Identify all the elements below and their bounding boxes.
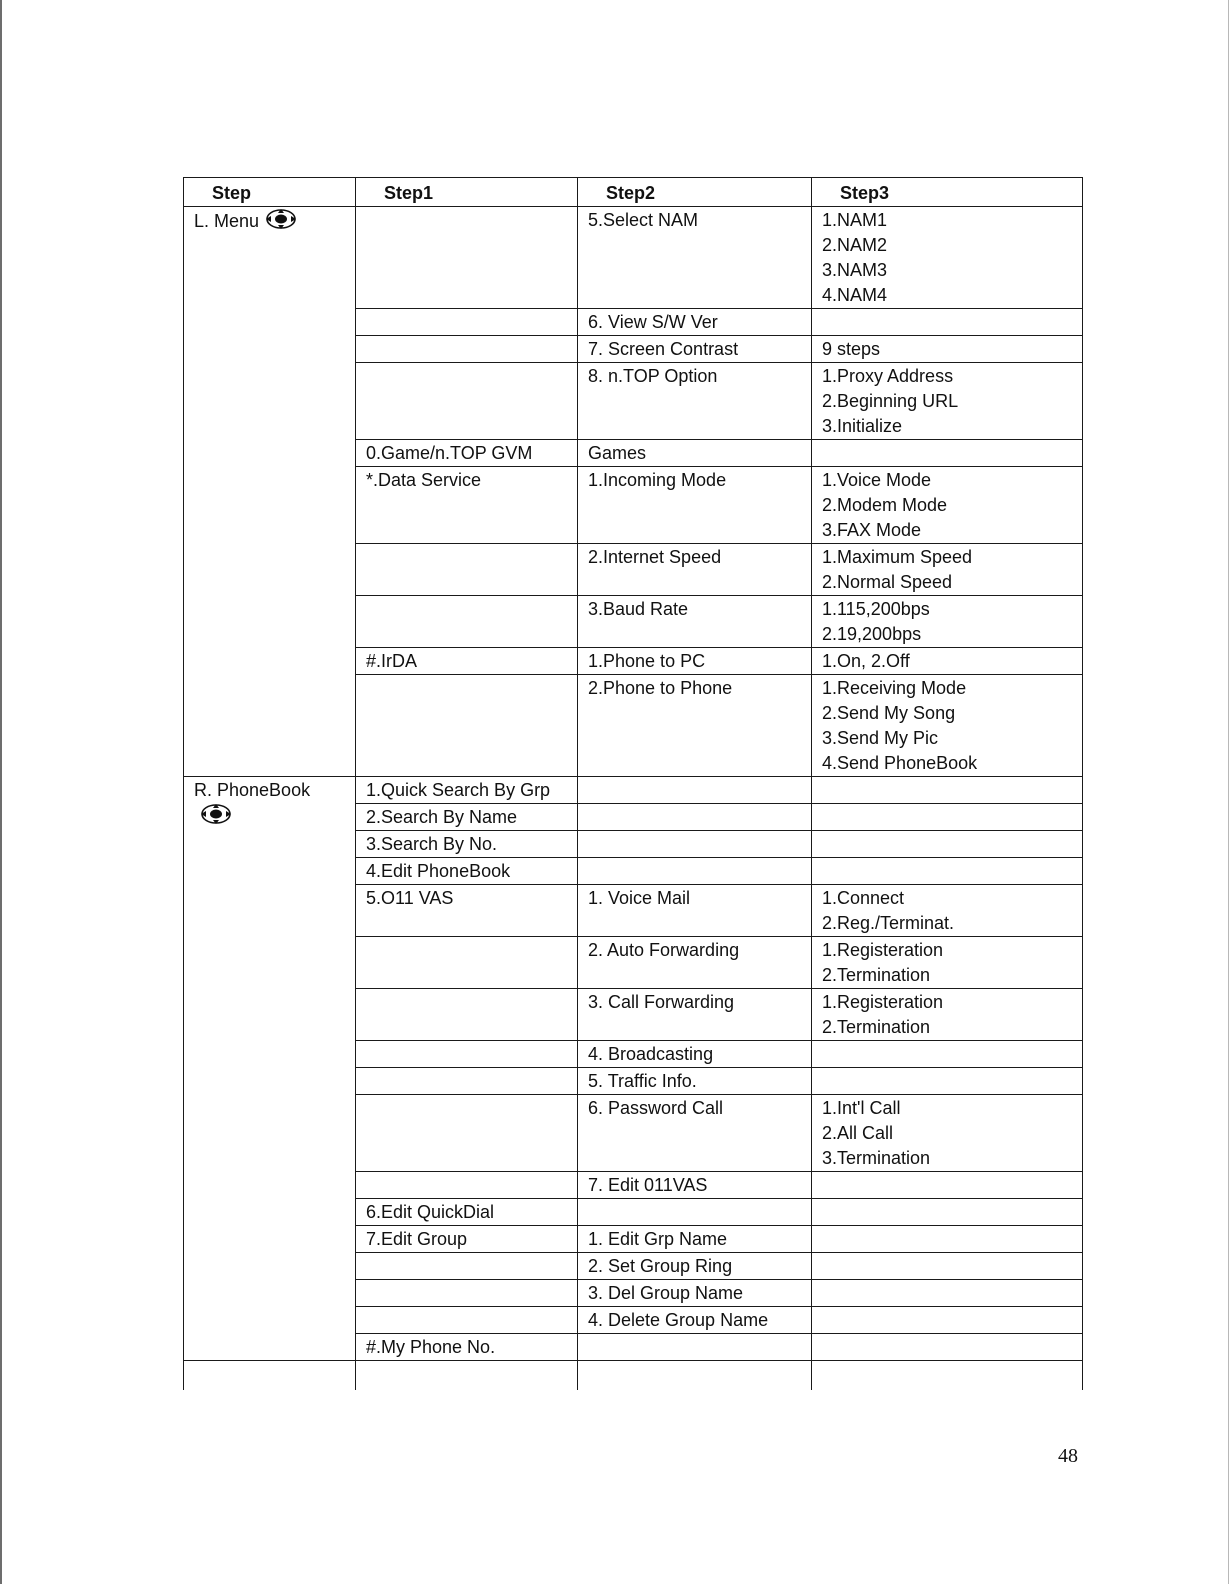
step1-label: *.Data Service xyxy=(366,470,482,490)
step1-label: 6.Edit QuickDial xyxy=(366,1202,495,1222)
step3-cell xyxy=(812,336,1083,363)
step2-label: 4. Broadcasting xyxy=(588,1044,714,1064)
step3-cell xyxy=(812,1253,1083,1280)
step3-option: 2.Modem Mode xyxy=(822,495,948,515)
step2-cell xyxy=(578,989,812,1041)
menu-tree-table xyxy=(183,177,1083,1390)
step3-cell xyxy=(812,544,1083,596)
step2-label: 3.Baud Rate xyxy=(588,599,689,619)
step1-cell xyxy=(356,544,578,596)
step3-option: 2.Reg./Terminat. xyxy=(822,913,955,933)
step2-cell xyxy=(578,675,812,777)
step3-option: 2.Termination xyxy=(822,965,931,985)
step3-cell xyxy=(812,675,1083,777)
step1-label: 7.Edit Group xyxy=(366,1229,468,1249)
step1-cell xyxy=(356,309,578,336)
empty-cell xyxy=(812,1361,1083,1391)
step2-label: 6. Password Call xyxy=(588,1098,724,1118)
step2-label: Games xyxy=(588,443,647,463)
step3-cell xyxy=(812,363,1083,440)
step2-label: 1. Edit Grp Name xyxy=(588,1229,728,1249)
navigation-key-icon xyxy=(265,208,297,237)
step2-label: 2.Internet Speed xyxy=(588,547,722,567)
page-number: 48 xyxy=(1058,1445,1078,1467)
step2-cell xyxy=(578,831,812,858)
step1-cell xyxy=(356,1172,578,1199)
step1-cell xyxy=(356,596,578,648)
table-continuation-row xyxy=(184,1361,1083,1391)
step3-option: 2.19,200bps xyxy=(822,624,922,644)
step3-option: 1.Maximum Speed xyxy=(822,547,973,567)
step3-cell xyxy=(812,858,1083,885)
step1-cell xyxy=(356,937,578,989)
step-label: R. PhoneBook xyxy=(194,780,311,800)
step3-cell xyxy=(812,440,1083,467)
step2-label: 3. Del Group Name xyxy=(588,1283,744,1303)
step1-cell xyxy=(356,1334,578,1361)
step1-label: 5.O11 VAS xyxy=(366,888,454,908)
step1-cell xyxy=(356,858,578,885)
step2-cell xyxy=(578,858,812,885)
step3-option: 1.Voice Mode xyxy=(822,470,932,490)
step2-cell xyxy=(578,309,812,336)
step1-cell xyxy=(356,336,578,363)
table-row xyxy=(184,777,1083,804)
step2-cell xyxy=(578,1041,812,1068)
step1-label: #.IrDA xyxy=(366,651,418,671)
table-row xyxy=(184,207,1083,309)
step2-cell xyxy=(578,937,812,989)
step3-cell xyxy=(812,1226,1083,1253)
column-header: Step xyxy=(184,178,356,207)
step2-cell xyxy=(578,1334,812,1361)
step3-cell xyxy=(812,1334,1083,1361)
step3-option: 1.Registeration xyxy=(822,940,944,960)
step1-cell xyxy=(356,648,578,675)
step3-option: 2.Termination xyxy=(822,1017,931,1037)
step3-cell xyxy=(812,885,1083,937)
step1-cell xyxy=(356,440,578,467)
step2-cell xyxy=(578,336,812,363)
step1-label: 1.Quick Search By Grp xyxy=(366,780,551,800)
step2-cell xyxy=(578,1307,812,1334)
empty-cell xyxy=(184,1361,356,1391)
step1-cell xyxy=(356,1068,578,1095)
step3-cell xyxy=(812,777,1083,804)
step2-cell xyxy=(578,1172,812,1199)
step3-option: 1.Proxy Address xyxy=(822,366,954,386)
step2-cell xyxy=(578,596,812,648)
empty-cell xyxy=(356,1361,578,1391)
table-body xyxy=(184,207,1083,1391)
step3-cell xyxy=(812,1068,1083,1095)
step2-cell xyxy=(578,1226,812,1253)
step1-cell xyxy=(356,1253,578,1280)
step2-cell xyxy=(578,885,812,937)
step3-option: 9 steps xyxy=(822,339,881,359)
step2-cell xyxy=(578,1068,812,1095)
step3-option: 3.NAM3 xyxy=(822,260,888,280)
step-cell xyxy=(184,777,356,1361)
table-header-row xyxy=(184,178,1083,207)
step1-cell xyxy=(356,777,578,804)
step3-option: 2.All Call xyxy=(822,1123,894,1143)
step1-cell xyxy=(356,1041,578,1068)
step3-cell xyxy=(812,1280,1083,1307)
step3-option: 3.Send My Pic xyxy=(822,728,939,748)
step3-option: 1.Registeration xyxy=(822,992,944,1012)
step2-label: 8. n.TOP Option xyxy=(588,366,718,386)
step2-cell xyxy=(578,777,812,804)
step1-cell xyxy=(356,1199,578,1226)
step3-option: 1.Int'l Call xyxy=(822,1098,901,1118)
step2-label: 2. Set Group Ring xyxy=(588,1256,733,1276)
step2-cell xyxy=(578,544,812,596)
step3-cell xyxy=(812,1199,1083,1226)
step2-label: 7. Screen Contrast xyxy=(588,339,739,359)
step2-cell xyxy=(578,440,812,467)
step1-cell xyxy=(356,831,578,858)
column-header: Step3 xyxy=(812,178,1083,207)
step3-cell xyxy=(812,596,1083,648)
step1-cell xyxy=(356,363,578,440)
step2-label: 1.Incoming Mode xyxy=(588,470,727,490)
step2-cell xyxy=(578,207,812,309)
step3-option: 3.FAX Mode xyxy=(822,520,922,540)
scan-edge xyxy=(0,0,2,1584)
step1-cell xyxy=(356,1307,578,1334)
step3-option: 1.On, 2.Off xyxy=(822,651,910,671)
step2-label: 2. Auto Forwarding xyxy=(588,940,740,960)
step3-option: 1.115,200bps xyxy=(822,599,930,619)
step3-option: 3.Termination xyxy=(822,1148,931,1168)
step1-cell xyxy=(356,885,578,937)
step1-cell xyxy=(356,1095,578,1172)
step2-cell xyxy=(578,648,812,675)
step1-label: #.My Phone No. xyxy=(366,1337,496,1357)
step2-label: 2.Phone to Phone xyxy=(588,678,733,698)
step1-label: 4.Edit PhoneBook xyxy=(366,861,511,881)
step3-cell xyxy=(812,804,1083,831)
step2-label: 3. Call Forwarding xyxy=(588,992,735,1012)
step2-label: 7. Edit 011VAS xyxy=(588,1175,708,1195)
step3-cell xyxy=(812,309,1083,336)
step2-label: 6. View S/W Ver xyxy=(588,312,718,332)
step2-cell xyxy=(578,1280,812,1307)
step3-cell xyxy=(812,1307,1083,1334)
step3-option: 4.Send PhoneBook xyxy=(822,753,978,773)
step3-option: 2.Send My Song xyxy=(822,703,956,723)
step-label: L. Menu xyxy=(194,211,260,231)
step3-cell xyxy=(812,1041,1083,1068)
empty-cell xyxy=(578,1361,812,1391)
step2-label: 1. Voice Mail xyxy=(588,888,691,908)
step3-cell xyxy=(812,467,1083,544)
step2-cell xyxy=(578,1253,812,1280)
step3-option: 2.NAM2 xyxy=(822,235,888,255)
step1-label: 3.Search By No. xyxy=(366,834,498,854)
step1-cell xyxy=(356,207,578,309)
step2-label: 1.Phone to PC xyxy=(588,651,706,671)
step3-option: 2.Normal Speed xyxy=(822,572,953,592)
step3-cell xyxy=(812,1172,1083,1199)
step1-cell xyxy=(356,675,578,777)
step3-cell xyxy=(812,989,1083,1041)
column-header: Step2 xyxy=(578,178,812,207)
step3-option: 2.Beginning URL xyxy=(822,391,959,411)
column-header: Step1 xyxy=(356,178,578,207)
step2-cell xyxy=(578,363,812,440)
step3-option: 4.NAM4 xyxy=(822,285,888,305)
step-cell xyxy=(184,207,356,777)
step1-cell xyxy=(356,1226,578,1253)
step2-cell xyxy=(578,804,812,831)
step2-cell xyxy=(578,1199,812,1226)
step3-cell xyxy=(812,831,1083,858)
step1-cell xyxy=(356,1280,578,1307)
step1-label: 0.Game/n.TOP GVM xyxy=(366,443,533,463)
step3-cell xyxy=(812,937,1083,989)
step2-label: 5. Traffic Info. xyxy=(588,1071,697,1091)
step1-cell xyxy=(356,989,578,1041)
step3-option: 1.NAM1 xyxy=(822,210,888,230)
step2-label: 4. Delete Group Name xyxy=(588,1310,769,1330)
step3-cell xyxy=(812,648,1083,675)
step2-cell xyxy=(578,467,812,544)
step2-label: 5.Select NAM xyxy=(588,210,699,230)
navigation-key-icon xyxy=(200,803,232,832)
step1-label: 2.Search By Name xyxy=(366,807,518,827)
step1-cell xyxy=(356,467,578,544)
step3-option: 3.Initialize xyxy=(822,416,903,436)
step2-cell xyxy=(578,1095,812,1172)
step3-cell xyxy=(812,1095,1083,1172)
step3-option: 1.Connect xyxy=(822,888,905,908)
step3-option: 1.Receiving Mode xyxy=(822,678,967,698)
step1-cell xyxy=(356,804,578,831)
step3-cell xyxy=(812,207,1083,309)
